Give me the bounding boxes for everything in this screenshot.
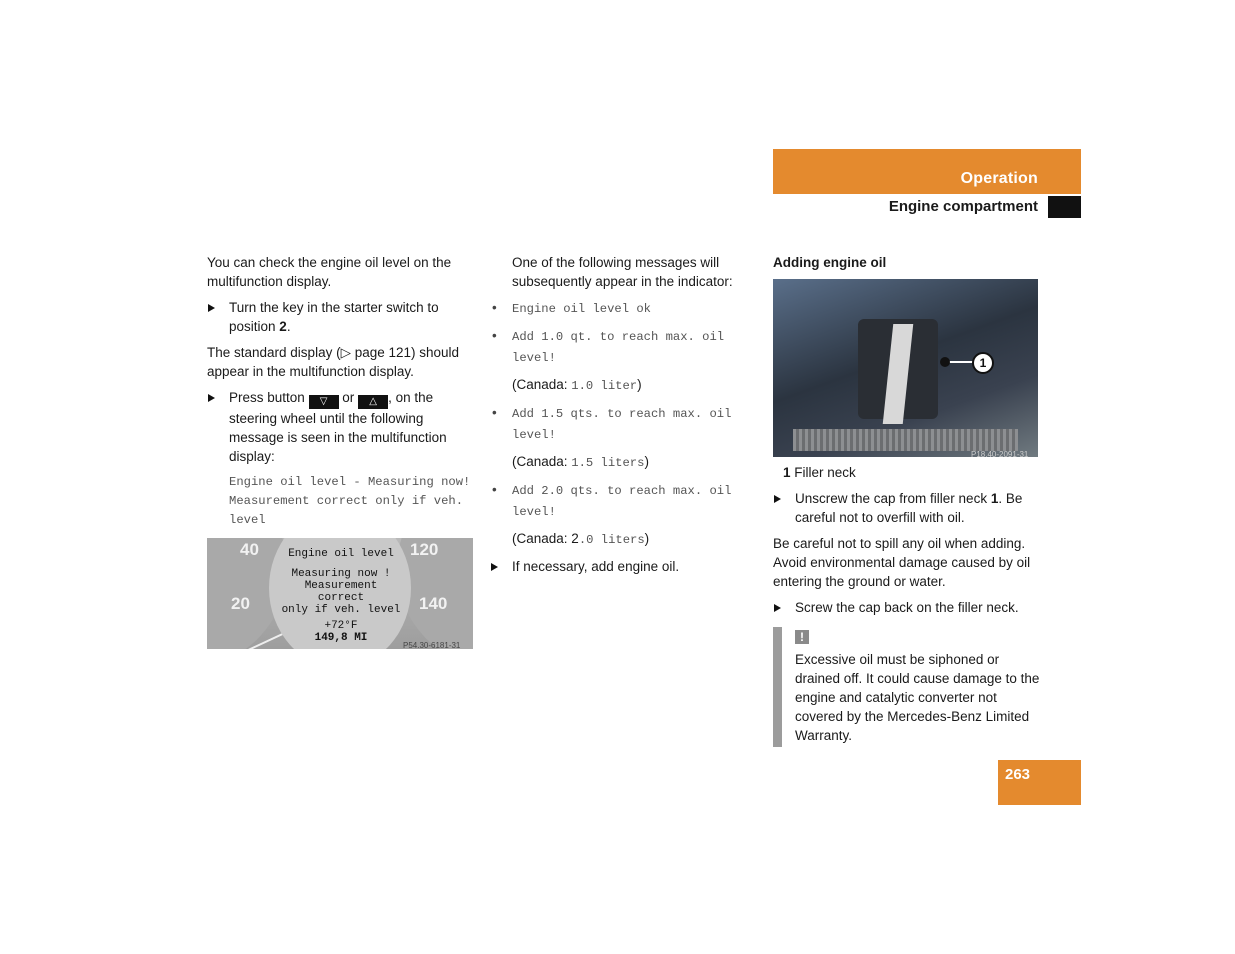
canada-note: (Canada: 1.5 liters)	[512, 454, 649, 470]
gauge-label-140: 140	[419, 594, 448, 613]
standard-display-text: The standard display (▷ page 121) should appear in the multifunction display.	[207, 345, 460, 379]
image-caption: 1 Filler neck	[783, 465, 856, 480]
message-item: • Add 1.0 qt. to reach max. oil level!	[490, 326, 758, 368]
image-code: P18.40-2091-31	[971, 450, 1029, 457]
page-number-box	[998, 760, 1081, 805]
column-left	[207, 253, 475, 649]
image-code: P54.30-6181-31	[403, 641, 461, 649]
column-middle	[490, 253, 758, 583]
step-screw-cap: Screw the cap back on the filler neck.	[773, 598, 1041, 617]
message-item: • Engine oil level ok	[490, 298, 758, 319]
section-title: Operation	[960, 170, 1038, 187]
warning-icon: !	[795, 630, 809, 644]
subsection-title: Engine compartment	[888, 198, 1038, 215]
display-message: Engine oil level - Measuring now! Measurement correct only if veh. level	[229, 475, 471, 527]
canada-note: (Canada: 1.0 liter)	[512, 377, 642, 393]
gauge-label-120: 120	[410, 540, 439, 559]
callout-number: 1	[972, 352, 994, 374]
message-item: • Add 1.5 qts. to reach max. oil level!	[490, 403, 758, 445]
arrow-down-key-icon: ▽	[309, 395, 339, 409]
step-turn-key: Turn the key in the starter switch to position 2.	[207, 298, 475, 336]
display-text: Engine oil level Measuring now ! Measurement correct only if veh. level +72°F 149,8 MI	[281, 548, 401, 644]
arrow-up-key-icon: △	[358, 395, 388, 409]
warning-text: Excessive oil must be siphoned or drained off. It could cause damage to the engine and catalytic converter not covered by the Mercedes-Benz Limited Warranty.	[795, 652, 1040, 743]
section-header	[773, 149, 1081, 194]
gauge-label-40: 40	[240, 540, 259, 559]
environment-note: Be careful not to spill any oil when adding. Avoid environmental damage caused by oil entering the ground or water.	[773, 536, 1031, 589]
instrument-cluster-image	[207, 538, 473, 649]
page-number: 263	[1005, 766, 1031, 783]
engine-compartment-image	[773, 279, 1038, 457]
canada-note: (Canada: 2.0 liters)	[512, 531, 650, 547]
intro-text: You can check the engine oil level on the multifunction display.	[207, 255, 452, 289]
section-heading: Adding engine oil	[773, 255, 887, 270]
filler-neck-marker	[940, 357, 950, 367]
step-add-oil: If necessary, add engine oil.	[490, 557, 758, 576]
warning-box	[773, 627, 1041, 747]
message-item: • Add 2.0 qts. to reach max. oil level!	[490, 480, 758, 522]
step-press-button: Press button ▽ or △ , on the steering wheel until the following message is seen in the multifunction display:	[207, 388, 475, 466]
step-unscrew-cap: Unscrew the cap from filler neck 1. Be careful not to overfill with oil.	[773, 489, 1041, 527]
subsection-marker	[1048, 196, 1081, 218]
gauge-label-20: 20	[231, 594, 250, 613]
column-right	[773, 253, 1041, 747]
intro-text: One of the following messages will subsequently appear in the indicator:	[512, 255, 733, 289]
